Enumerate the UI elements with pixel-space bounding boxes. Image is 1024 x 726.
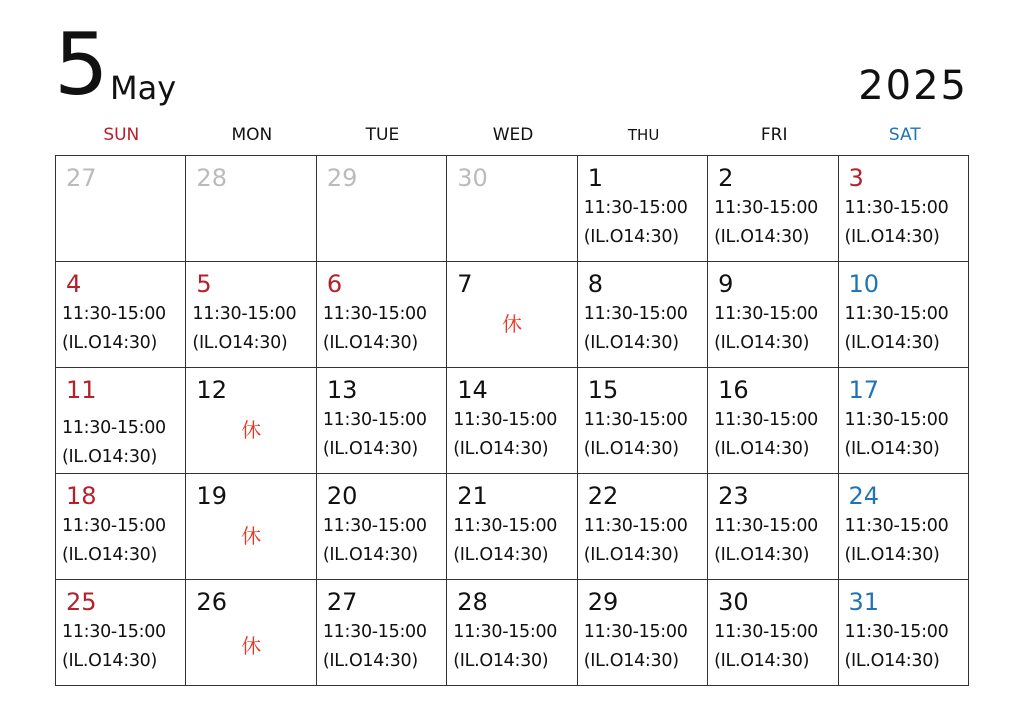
hours-line: 11:30-15:00 [714, 622, 818, 642]
hours-line: 11:30-15:00 [322, 622, 427, 642]
calendar-day-cell [186, 262, 316, 368]
business-hours [453, 512, 557, 570]
last-order-line: (IL.O14:30) [583, 227, 679, 247]
calendar-day-cell [186, 156, 316, 262]
hours-line: 11:30-15:00 [62, 304, 166, 324]
hours-line: 11:30-15:00 [844, 622, 949, 642]
calendar-day-cell [577, 474, 707, 580]
last-order-line: (IL.O14:30) [714, 545, 810, 565]
last-order-line: (IL.O14:30) [322, 439, 418, 459]
calendar-day-cell [56, 156, 186, 262]
calendar-day-cell [708, 580, 838, 686]
hours-line: 11:30-15:00 [844, 198, 949, 218]
day-number: 28 [457, 588, 488, 616]
calendar-day-cell [56, 580, 186, 686]
hours-line: 11:30-15:00 [583, 622, 688, 642]
weekday-fri: FRI [760, 125, 788, 145]
day-number: 3 [848, 164, 864, 192]
business-hours [845, 300, 949, 358]
calendar-day-cell [577, 262, 707, 368]
calendar-day-cell [708, 474, 838, 580]
hours-line: 11:30-15:00 [583, 410, 688, 430]
hours-line: 11:30-15:00 [714, 198, 818, 218]
business-hours [192, 300, 296, 358]
calendar-week [56, 474, 969, 580]
closed-mark: 休 [241, 634, 262, 658]
day-number: 28 [196, 164, 227, 192]
business-hours [323, 300, 427, 358]
day-number: 30 [457, 164, 488, 192]
hours-line: 11:30-15:00 [322, 410, 427, 430]
calendar-day-cell [447, 474, 577, 580]
business-hours [323, 406, 427, 464]
business-hours [845, 618, 949, 676]
last-order-line: (IL.O14:30) [453, 439, 549, 459]
calendar-day-cell [56, 262, 186, 368]
calendar-week [56, 156, 969, 262]
last-order-line: (IL.O14:30) [844, 545, 940, 565]
hours-line: 11:30-15:00 [714, 516, 818, 536]
business-hours [62, 618, 166, 676]
business-hours [323, 512, 427, 570]
business-hours [453, 618, 557, 676]
calendar-day-cell [56, 474, 186, 580]
calendar-day-cell [316, 262, 446, 368]
last-order-line: (IL.O14:30) [844, 227, 940, 247]
calendar-day-cell [186, 580, 316, 686]
day-number: 22 [587, 482, 619, 510]
day-number: 23 [718, 482, 749, 510]
calendar-day-cell [316, 156, 446, 262]
day-number: 11 [66, 376, 97, 404]
day-number: 2 [718, 164, 734, 192]
day-number: 25 [66, 588, 97, 616]
day-number: 30 [718, 588, 749, 616]
calendar-day-cell [838, 474, 968, 580]
day-number: 14 [457, 376, 488, 404]
closed-mark: 休 [241, 524, 262, 548]
day-number: 9 [718, 270, 734, 298]
last-order-line: (IL.O14:30) [714, 333, 810, 353]
hours-line: 11:30-15:00 [453, 622, 558, 642]
weekday-wed: WED [492, 125, 534, 145]
weekday-thu: THU [627, 126, 660, 144]
calendar-day-cell [708, 156, 838, 262]
day-number: 10 [848, 270, 880, 298]
hours-line: 11:30-15:00 [844, 304, 949, 324]
weekday-sat: SAT [888, 125, 921, 145]
last-order-line: (IL.O14:30) [844, 333, 940, 353]
day-number: 21 [457, 482, 488, 510]
calendar-day-cell [447, 368, 577, 474]
hours-line: 11:30-15:00 [714, 410, 818, 430]
calendar-day-cell [838, 580, 968, 686]
hours-line: 11:30-15:00 [322, 304, 427, 324]
business-hours [714, 406, 818, 464]
day-number: 8 [587, 270, 603, 298]
last-order-line: (IL.O14:30) [322, 333, 418, 353]
last-order-line: (IL.O14:30) [714, 439, 810, 459]
calendar-day-cell [316, 474, 446, 580]
calendar-day-cell [316, 368, 446, 474]
business-hours [584, 194, 688, 252]
last-order-line: (IL.O14:30) [453, 545, 549, 565]
business-hours [714, 194, 818, 252]
day-number: 16 [718, 376, 749, 404]
calendar-day-cell [447, 156, 577, 262]
calendar-day-cell [838, 368, 968, 474]
business-hours [62, 414, 166, 472]
month-number: 5 [54, 15, 109, 115]
calendar-day-cell [577, 156, 707, 262]
day-number: 4 [66, 270, 82, 298]
day-number: 7 [457, 270, 473, 298]
day-number: 1 [587, 164, 603, 192]
last-order-line: (IL.O14:30) [583, 651, 679, 671]
business-hours [323, 618, 427, 676]
business-hours [845, 406, 949, 464]
last-order-line: (IL.O14:30) [192, 333, 288, 353]
hours-line: 11:30-15:00 [583, 516, 688, 536]
weekday-mon: MON [231, 125, 273, 145]
business-hours [584, 512, 688, 570]
hours-line: 11:30-15:00 [844, 516, 949, 536]
calendar-day-cell [186, 474, 316, 580]
last-order-line: (IL.O14:30) [62, 333, 158, 353]
month-name: May [110, 69, 177, 107]
day-number: 17 [848, 376, 880, 404]
calendar-week [56, 368, 969, 474]
hours-line: 11:30-15:00 [583, 304, 688, 324]
business-hours [62, 300, 166, 358]
last-order-line: (IL.O14:30) [844, 439, 940, 459]
hours-line: 11:30-15:00 [62, 516, 166, 536]
calendar-day-cell [577, 368, 707, 474]
day-number: 12 [196, 376, 227, 404]
closed-mark: 休 [241, 418, 262, 442]
last-order-line: (IL.O14:30) [62, 545, 158, 565]
business-hours [845, 512, 949, 570]
day-number: 29 [326, 164, 358, 192]
hours-line: 11:30-15:00 [62, 418, 166, 438]
calendar-week [56, 580, 969, 686]
calendar-day-cell [447, 262, 577, 368]
calendar-day-cell [447, 580, 577, 686]
day-number: 27 [66, 164, 97, 192]
business-hours [714, 300, 818, 358]
last-order-line: (IL.O14:30) [62, 447, 158, 467]
day-number: 29 [587, 588, 619, 616]
business-hours [584, 406, 688, 464]
day-number: 26 [196, 588, 227, 616]
hours-line: 11:30-15:00 [844, 410, 949, 430]
last-order-line: (IL.O14:30) [583, 333, 679, 353]
day-number: 27 [326, 588, 358, 616]
hours-line: 11:30-15:00 [453, 410, 558, 430]
calendar-day-cell [708, 262, 838, 368]
hours-line: 11:30-15:00 [583, 198, 688, 218]
calendar-day-cell [838, 156, 968, 262]
calendar-day-cell [708, 368, 838, 474]
last-order-line: (IL.O14:30) [583, 545, 679, 565]
day-number: 20 [326, 482, 358, 510]
business-hours [584, 300, 688, 358]
day-number: 24 [848, 482, 880, 510]
business-hours [845, 194, 949, 252]
last-order-line: (IL.O14:30) [62, 651, 158, 671]
calendar-day-cell [316, 580, 446, 686]
day-number: 18 [66, 482, 97, 510]
last-order-line: (IL.O14:30) [322, 545, 418, 565]
weekday-tue: TUE [365, 125, 400, 145]
business-hours [453, 406, 557, 464]
weekday-header [56, 122, 970, 148]
calendar-grid [55, 155, 969, 686]
last-order-line: (IL.O14:30) [583, 439, 679, 459]
calendar-day-cell [577, 580, 707, 686]
day-number: 6 [326, 270, 343, 298]
day-number: 31 [848, 588, 880, 616]
last-order-line: (IL.O14:30) [322, 651, 418, 671]
business-hours [62, 512, 166, 570]
hours-line: 11:30-15:00 [192, 304, 297, 324]
last-order-line: (IL.O14:30) [714, 227, 810, 247]
business-hours [584, 618, 688, 676]
last-order-line: (IL.O14:30) [714, 651, 810, 671]
hours-line: 11:30-15:00 [322, 516, 427, 536]
day-number: 15 [587, 376, 619, 404]
hours-line: 11:30-15:00 [62, 622, 166, 642]
year: 2025 [858, 63, 968, 109]
weekday-sun: SUN [103, 125, 140, 145]
calendar-day-cell [838, 262, 968, 368]
last-order-line: (IL.O14:30) [844, 651, 940, 671]
business-hours [714, 618, 818, 676]
closed-mark: 休 [501, 312, 522, 336]
hours-line: 11:30-15:00 [714, 304, 818, 324]
day-number: 13 [326, 376, 358, 404]
day-number: 5 [196, 270, 212, 298]
last-order-line: (IL.O14:30) [453, 651, 549, 671]
business-hours [714, 512, 818, 570]
day-number: 19 [196, 482, 227, 510]
hours-line: 11:30-15:00 [453, 516, 558, 536]
calendar-day-cell [56, 368, 186, 474]
calendar-day-cell [186, 368, 316, 474]
calendar-week [56, 262, 969, 368]
